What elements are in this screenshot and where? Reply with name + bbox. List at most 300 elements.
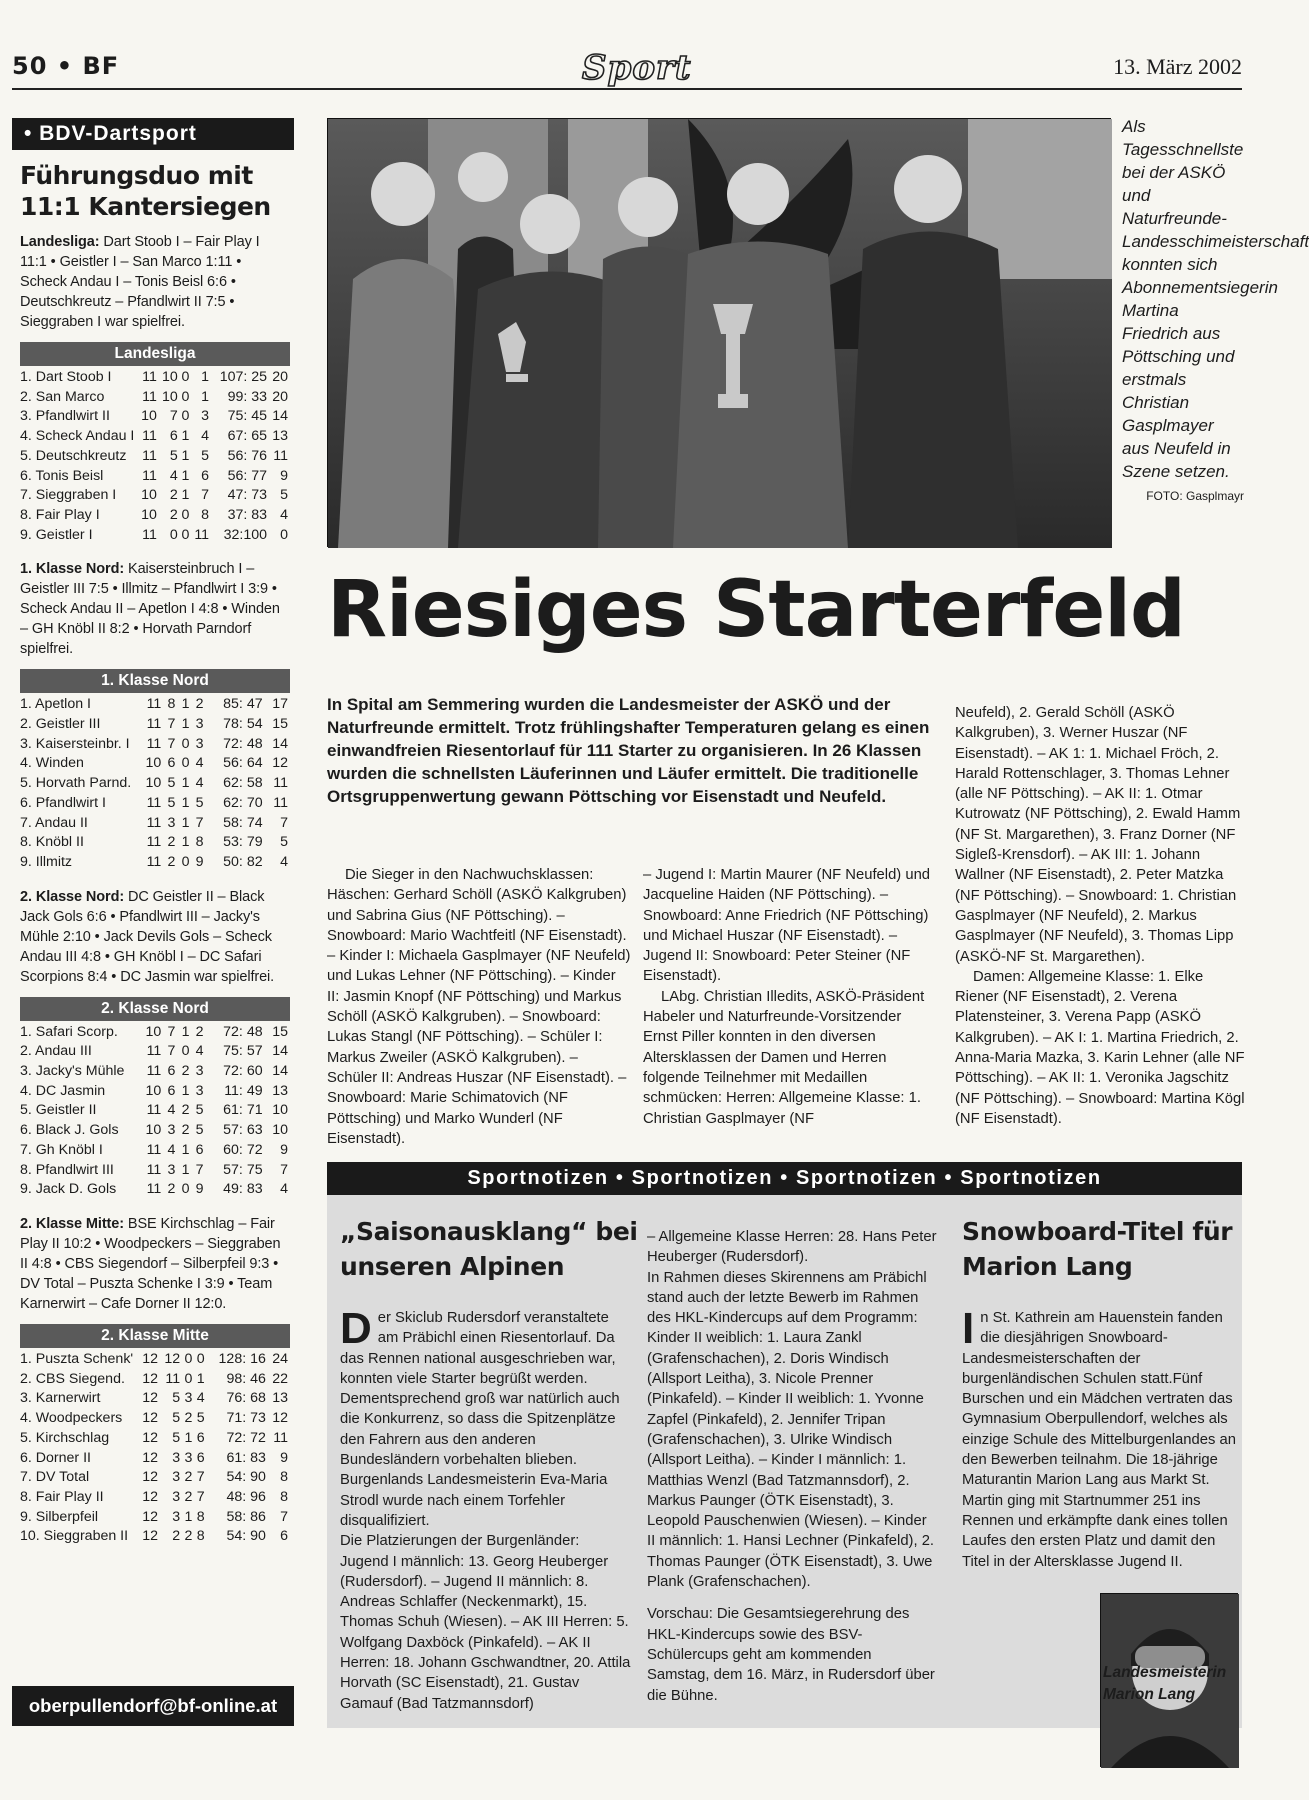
table-title-klasse-nord-2: 2. Klasse Nord bbox=[20, 997, 290, 1021]
stat-cell: 14 bbox=[272, 1063, 288, 1080]
stat-cell: 49: 83 bbox=[223, 1181, 263, 1198]
stat-cell: 11 bbox=[273, 1429, 288, 1446]
stat-cell: 1 bbox=[181, 716, 190, 733]
stat-cell: 4 bbox=[280, 506, 288, 523]
table-row bbox=[20, 853, 290, 873]
team-name: 4. Scheck Andau I bbox=[20, 428, 135, 445]
dartsport-headline: Führungsduo mit 11:1 Kantersiegen bbox=[20, 161, 271, 221]
stat-cell: 20 bbox=[272, 369, 288, 385]
stat-cell: 11 bbox=[146, 834, 162, 851]
stat-cell: 11 bbox=[273, 447, 288, 464]
table-row bbox=[20, 486, 290, 506]
stat-cell: 14 bbox=[272, 1043, 288, 1060]
team-name: 6. Pfandlwirt I bbox=[20, 794, 106, 811]
team-name: 7. Sieggraben I bbox=[20, 487, 117, 504]
snowboard-headline: Snowboard-Titel für Marion Lang bbox=[962, 1217, 1233, 1281]
stat-cell: 85: 47 bbox=[223, 696, 263, 713]
stat-cell: 3 bbox=[195, 1063, 204, 1080]
stat-cell: 9 bbox=[195, 853, 204, 870]
stat-cell: 10 bbox=[162, 388, 178, 405]
stat-cell: 20 bbox=[272, 388, 288, 405]
table-row bbox=[20, 814, 290, 834]
stat-cell: 10 bbox=[162, 369, 178, 385]
stat-cell: 12 bbox=[164, 1350, 181, 1367]
stat-cell: 4 bbox=[196, 1390, 205, 1407]
stat-cell: 22 bbox=[272, 1370, 288, 1387]
stat-cell: 0 bbox=[181, 388, 190, 405]
stat-cell: 7 bbox=[201, 487, 210, 504]
stat-cell: 48: 96 bbox=[226, 1488, 266, 1505]
stat-cell: 4 bbox=[195, 755, 204, 772]
stat-cell: 1 bbox=[181, 428, 190, 445]
stat-cell: 10 bbox=[145, 1023, 162, 1040]
stat-cell: 72: 48 bbox=[223, 735, 263, 752]
team-name: 6. Dorner II bbox=[20, 1449, 91, 1466]
stat-cell: 4 bbox=[167, 1141, 176, 1158]
stat-cell: 13 bbox=[272, 1390, 288, 1407]
stat-cell: 4 bbox=[280, 1181, 288, 1198]
stat-cell: 4 bbox=[195, 775, 204, 792]
stat-cell: 6 bbox=[195, 1141, 204, 1158]
alpin-headline: „Saisonausklang“ bei unseren Alpinen bbox=[340, 1217, 638, 1281]
stat-cell: 2 bbox=[184, 1469, 193, 1486]
stat-cell: 53: 79 bbox=[223, 834, 263, 851]
stat-cell: 12 bbox=[142, 1429, 159, 1446]
team-name: 5. Geistler II bbox=[20, 1102, 97, 1119]
stat-cell: 4 bbox=[280, 853, 288, 870]
stat-cell: 8 bbox=[201, 506, 210, 523]
team-name: 1. Safari Scorp. bbox=[20, 1023, 118, 1040]
table-row bbox=[20, 715, 290, 735]
stat-cell: 58: 86 bbox=[226, 1508, 266, 1525]
table-row bbox=[20, 1389, 290, 1409]
stat-cell: 1 bbox=[181, 1141, 190, 1158]
table-row bbox=[20, 1023, 290, 1043]
team-name: 8. Fair Play II bbox=[20, 1488, 104, 1505]
stat-cell: 11 bbox=[142, 467, 157, 484]
team-name: 1. Apetlon I bbox=[20, 696, 91, 713]
stat-cell: 10 bbox=[141, 487, 157, 504]
stat-cell: 5 bbox=[280, 834, 288, 851]
results-klasse-nord-2: 2. Klasse Nord: DC Geistler II – Black Jack Gols 6:6 • Pfandlwirt III – Jacky's Mühle 2:10 • Jack Devils Gols – Scheck Andau III 4:8 • GH Knöbl I – DC Safari Scorpions 8:4 • DC Jasmin war spielfrei. bbox=[20, 888, 275, 985]
team-name: 6. Tonis Beisl bbox=[20, 467, 104, 484]
stat-cell: 2 bbox=[167, 1181, 176, 1198]
table-row bbox=[20, 1042, 290, 1062]
stat-cell: 0 bbox=[181, 1043, 190, 1060]
table-row bbox=[20, 526, 290, 546]
stat-cell: 10 bbox=[145, 1122, 162, 1139]
stat-cell: 1 bbox=[181, 487, 190, 504]
stat-cell: 7 bbox=[196, 1488, 205, 1505]
stat-cell: 11 bbox=[146, 1161, 162, 1178]
stat-cell: 9 bbox=[195, 1181, 204, 1198]
stat-cell: 5 bbox=[172, 1429, 181, 1446]
stat-cell: 3 bbox=[167, 1161, 176, 1178]
stat-cell: 7 bbox=[196, 1469, 205, 1486]
stat-cell: 98: 46 bbox=[226, 1370, 266, 1387]
stat-cell: 11 bbox=[142, 388, 157, 405]
results-landesliga: Landesliga: Dart Stoob I – Fair Play I 11:1 • Geistler I – San Marco 1:11 • Scheck Andau I – Tonis Beisl 6:6 • Deutschkreutz – Pfandlwirt II 7:5 • Sieggraben I war spielfrei. bbox=[20, 234, 260, 330]
team-name: 9. Illmitz bbox=[20, 853, 73, 870]
stat-cell: 11: 49 bbox=[224, 1082, 263, 1099]
article-headline: Riesiges Starterfeld bbox=[327, 565, 1185, 655]
stat-cell: 1 bbox=[181, 1082, 190, 1099]
stat-cell: 2 bbox=[195, 696, 204, 713]
stat-cell: 56: 77 bbox=[227, 467, 268, 484]
stat-cell: 12 bbox=[272, 1410, 288, 1427]
stat-cell: 4 bbox=[201, 428, 210, 445]
stat-cell: 62: 58 bbox=[223, 775, 263, 792]
stat-cell: 11 bbox=[146, 853, 162, 870]
stat-cell: 5 bbox=[167, 775, 176, 792]
stat-cell: 9 bbox=[280, 1449, 288, 1466]
dartsport-column bbox=[12, 118, 294, 1744]
table-row bbox=[20, 506, 290, 526]
stat-cell: 78: 54 bbox=[223, 716, 263, 733]
stat-cell: 0 bbox=[280, 526, 288, 543]
stat-cell: 12 bbox=[142, 1390, 159, 1407]
stat-cell: 10 bbox=[141, 506, 157, 523]
table-row bbox=[20, 735, 290, 755]
stat-cell: 0 bbox=[181, 1181, 190, 1198]
dartsport-tag: • BDV-Dartsport bbox=[12, 118, 294, 150]
team-name: 3. Karnerwirt bbox=[20, 1390, 101, 1407]
stat-cell: 15 bbox=[272, 1023, 288, 1040]
stat-cell: 12 bbox=[142, 1410, 159, 1427]
table-row bbox=[20, 695, 290, 715]
stat-cell: 1 bbox=[196, 1370, 205, 1387]
team-name: 5. Deutschkreutz bbox=[20, 447, 127, 464]
stat-cell: 6 bbox=[196, 1429, 205, 1446]
stat-cell: 10 bbox=[145, 755, 162, 772]
table-row bbox=[20, 1350, 290, 1370]
team-name: 9. Jack D. Gols bbox=[20, 1181, 117, 1198]
table-row bbox=[20, 1468, 290, 1488]
team-name: 1. Dart Stoob I bbox=[20, 369, 112, 385]
stat-cell: 1 bbox=[181, 814, 190, 831]
stat-cell: 11 bbox=[142, 526, 157, 543]
table-row bbox=[20, 1062, 290, 1082]
stat-cell: 11 bbox=[273, 775, 288, 792]
table-row bbox=[20, 1161, 290, 1181]
stat-cell: 10 bbox=[272, 1122, 288, 1139]
stat-cell: 2 bbox=[167, 853, 176, 870]
page-number: 50 • BF bbox=[12, 52, 120, 80]
stat-cell: 8 bbox=[195, 834, 204, 851]
stat-cell: 57: 63 bbox=[223, 1122, 263, 1139]
stat-cell: 8 bbox=[280, 1469, 288, 1486]
team-name: 3. Jacky's Mühle bbox=[20, 1063, 125, 1080]
stat-cell: 4 bbox=[169, 467, 178, 484]
stat-cell: 12 bbox=[142, 1350, 159, 1367]
stat-cell: 2 bbox=[181, 1102, 190, 1119]
stat-cell: 107: 25 bbox=[219, 369, 268, 385]
stat-cell: 2 bbox=[167, 834, 176, 851]
stat-cell: 3 bbox=[184, 1390, 193, 1407]
issue-date: 13. März 2002 bbox=[1113, 54, 1242, 79]
stat-cell: 7 bbox=[195, 1161, 204, 1178]
stat-cell: 11 bbox=[165, 1370, 181, 1387]
alpin-column-2: – Allgemeine Klasse Herren: 28. Hans Peter Heuberger (Rudersdorf). In Rahmen dieses Skirennens am Präbichl stand auch der letzte Bewerb im Rahmen des HKL-Kindercups auf dem Programm: Kinder II weiblich: 1. Laura Zankl (Grafenschachen), 2. Doris Windisch (Allsport Leitha), 3. Nicole Prenner (Pinkafeld). – Kinder II weiblich: 1. Yvonne Zapfel (Pinkafeld), 2. Jennifer Tripan (Grafenschachen), 3. Ulrike Windisch (Allsport Leitha). – Kinder I männlich: 1. Matthias Wenzl (Bad Tatzmannsdorf), 2. Markus Paunger (ÖTK Eisenstadt), 3. Leopold Pauschenwien (Wiesen). – Kinder II männlich: 1. Hansi Lechner (Pinkafeld), 2. Thomas Paunger (ÖTK Eisenstadt), 3. Uwe Plank (Grafenschachen). Vorschau: Die Gesamtsiegerehrung des HKL-Kindercups sowie des BSV-Schülercups geht am kommenden Samstag, dem 16. März, in Rudersdorf über die Bühne. bbox=[647, 1229, 937, 1704]
stat-cell: 2 bbox=[181, 1063, 190, 1080]
stat-cell: 3 bbox=[167, 814, 176, 831]
stat-cell: 10 bbox=[145, 775, 162, 792]
standings-table bbox=[20, 368, 290, 545]
table-row bbox=[20, 833, 290, 853]
stat-cell: 72: 48 bbox=[223, 1023, 263, 1040]
stat-cell: 12 bbox=[142, 1469, 159, 1486]
stat-cell: 6 bbox=[280, 1528, 288, 1545]
stat-cell: 5 bbox=[196, 1410, 205, 1427]
stat-cell: 7 bbox=[167, 1043, 176, 1060]
table-title-klasse-nord-1: 1. Klasse Nord bbox=[20, 669, 290, 693]
table-row bbox=[20, 1141, 290, 1161]
stat-cell: 6 bbox=[167, 1063, 176, 1080]
stat-cell: 75: 45 bbox=[227, 408, 268, 425]
team-name: 3. Kaisersteinbr. I bbox=[20, 735, 130, 752]
table-row bbox=[20, 1121, 290, 1141]
team-name: 9. Geistler I bbox=[20, 526, 93, 543]
article-lead: In Spital am Semmering wurden die Landesmeister der ASKÖ und der Naturfreunde ermittelt. Trotz frühlingshafter Temperaturen gelang es einen einwandfreien Riesentorlauf für 111 Starter zu organisieren. In 26 Klassen wurden die schnellsten Läuferinnen und Läufer ermittelt. Die traditionelle Ortsgruppenwertung gewann Pöttsching vor Eisenstadt und Neufeld. bbox=[327, 695, 930, 806]
table-row bbox=[20, 1508, 290, 1528]
article-column-2: – Jugend I: Martin Maurer (NF Neufeld) und Jacqueline Haiden (NF Pöttsching). – Snowboard: Anne Friedrich (NF Pöttsching) und Michael Huszar (NF Eisenstadt). – Jugend II: Snowboard: Peter Steiner (NF Eisenstadt). LAbg. Christian Illedits, ASKÖ-Präsident Habeler und Naturfreunde-Vorsitzender Ernst Piller konnten in den diversen Altersklassen der Damen und Herren folgende Teilnehmer mit Medaillen schmücken: Herren: Allgemeine Klasse: 1. Christian Gasplmayer (NF bbox=[643, 867, 931, 1127]
section-title: Sport bbox=[582, 48, 692, 88]
stat-cell: 5 bbox=[195, 1122, 204, 1139]
page-header bbox=[12, 50, 1242, 90]
team-name: 7. DV Total bbox=[20, 1469, 90, 1486]
stat-cell: 4 bbox=[195, 1043, 204, 1060]
stat-cell: 5 bbox=[169, 447, 178, 464]
team-name: 8. Fair Play I bbox=[20, 506, 100, 523]
stat-cell: 14 bbox=[272, 735, 288, 752]
stat-cell: 0 bbox=[196, 1350, 205, 1367]
team-photo bbox=[327, 118, 1111, 547]
stat-cell: 3 bbox=[195, 1082, 204, 1099]
stat-cell: 5 bbox=[172, 1390, 181, 1407]
stat-cell: 0 bbox=[181, 526, 190, 543]
team-name: 10. Sieggraben II bbox=[20, 1528, 129, 1545]
stat-cell: 1 bbox=[184, 1508, 193, 1525]
team-name: 4. Winden bbox=[20, 755, 84, 772]
table-row bbox=[20, 1429, 290, 1449]
team-name: 7. Andau II bbox=[20, 814, 88, 831]
stat-cell: 12 bbox=[142, 1508, 159, 1525]
stat-cell: 11 bbox=[146, 814, 162, 831]
stat-cell: 0 bbox=[184, 1370, 193, 1387]
stat-cell: 1 bbox=[201, 388, 210, 405]
alpin-dropcap: D bbox=[340, 1304, 372, 1353]
stat-cell: 2 bbox=[172, 1528, 181, 1545]
team-name: 4. DC Jasmin bbox=[20, 1082, 106, 1099]
stat-cell: 1 bbox=[181, 1023, 190, 1040]
stat-cell: 5 bbox=[201, 447, 210, 464]
stat-cell: 2 bbox=[169, 487, 178, 504]
team-name: 7. Gh Knöbl I bbox=[20, 1141, 103, 1158]
stat-cell: 11 bbox=[142, 447, 157, 464]
stat-cell: 24 bbox=[272, 1350, 288, 1367]
stat-cell: 10 bbox=[272, 1102, 288, 1119]
stat-cell: 0 bbox=[181, 853, 190, 870]
standings-table bbox=[20, 1023, 290, 1200]
stat-cell: 11 bbox=[146, 1063, 162, 1080]
stat-cell: 3 bbox=[167, 1122, 176, 1139]
stat-cell: 11 bbox=[142, 428, 157, 445]
stat-cell: 61: 71 bbox=[223, 1102, 263, 1119]
stat-cell: 13 bbox=[272, 428, 288, 445]
stat-cell: 32:100 bbox=[223, 526, 268, 543]
standings-table bbox=[20, 695, 290, 872]
stat-cell: 11 bbox=[146, 735, 162, 752]
stat-cell: 1 bbox=[181, 447, 190, 464]
sportnotizen-banner: Sportnotizen • Sportnotizen • Sportnotizen • Sportnotizen bbox=[327, 1162, 1242, 1195]
stat-cell: 5 bbox=[167, 794, 176, 811]
stat-cell: 2 bbox=[184, 1410, 193, 1427]
table-row bbox=[20, 1527, 290, 1547]
table-row bbox=[20, 1370, 290, 1390]
table-title-landesliga: Landesliga bbox=[20, 342, 290, 366]
stat-cell: 8 bbox=[196, 1528, 205, 1545]
stat-cell: 7 bbox=[167, 716, 176, 733]
stat-cell: 8 bbox=[196, 1508, 205, 1525]
stat-cell: 5 bbox=[195, 794, 204, 811]
stat-cell: 2 bbox=[181, 1122, 190, 1139]
article-column-1: Die Sieger in den Nachwuchsklassen: Häschen: Gerhard Schöll (ASKÖ Kalkgruben) und Sabrina Gius (NF Pöttsching). – Snowboard: Mario Wachtfeitl (NF Eisenstadt). – Kinder I: Michaela Gasplmayer (NF Neufeld) und Lukas Lehner (NF Pöttsching). – Kinder II: Jasmin Knopf (NF Pöttsching) und Markus Schöll (ASKÖ Kalkgruben). – Snowboard: Lukas Stangl (NF Pöttsching). – Schüler I: Markus Zweiler (ASKÖ Kalkgruben). – Schüler II: Andreas Huszar (NF Eisenstadt). – Snowboard: Marie Schimatovich (NF Pöttsching) und Marko Wunderl (NF Eisenstadt). bbox=[327, 867, 631, 1147]
stat-cell: 3 bbox=[201, 408, 210, 425]
stat-cell: 76: 68 bbox=[226, 1390, 266, 1407]
table-row bbox=[20, 467, 290, 487]
standings-table bbox=[20, 1350, 290, 1547]
stat-cell: 56: 76 bbox=[227, 447, 268, 464]
stat-cell: 60: 72 bbox=[223, 1141, 263, 1158]
stat-cell: 58: 74 bbox=[223, 814, 263, 831]
stat-cell: 1 bbox=[181, 696, 190, 713]
stat-cell: 3 bbox=[184, 1449, 193, 1466]
team-name: 2. CBS Siegend. bbox=[20, 1370, 125, 1387]
contact-email[interactable]: oberpullendorf@bf-online.at bbox=[12, 1686, 294, 1726]
stat-cell: 0 bbox=[184, 1350, 193, 1367]
stat-cell: 6 bbox=[167, 755, 176, 772]
stat-cell: 0 bbox=[169, 526, 178, 543]
table-row bbox=[20, 774, 290, 794]
stat-cell: 11 bbox=[273, 794, 288, 811]
table-row bbox=[20, 1409, 290, 1429]
stat-cell: 7 bbox=[195, 814, 204, 831]
photo-caption: Als Tagesschnellste bei der ASKÖ und Naturfreunde-Landesschimeisterschaft konnten sich Abonnementsiegerin Martina Friedrich aus Pöttsching und erstmals Christian Gasplmayer aus Neufeld in Szene setzen. FOTO: Gasplmayr bbox=[1122, 115, 1244, 508]
table-row bbox=[20, 1180, 290, 1200]
article-column-3: Neufeld), 2. Gerald Schöll (ASKÖ Kalkgruben), 3. Werner Huszar (NF Eisenstadt). – AK 1: 1. Michael Fröch, 2. Harald Rottenschlager, 3. Thomas Lehner (alle NF Pöttsching). – AK II: 1. Otmar Kutrowatz (NF Pöttsching), 2. Ewald Hamm (NF St. Margarethen), 3. Franz Dorner (NF Sigleß-Krensdorf). – AK III: 1. Johann Wallner (NF Eisenstadt), 2. Peter Matzka (NF Pöttsching). – Snowboard: 1. Christian Gasplmayer (NF Neufeld), 2. Markus Gasplmayer (NF Neufeld), 3. Thomas Lipp (ASKÖ-NF St. Margarethen). Damen: Allgemeine Klasse: 1. Elke Riener (NF Eisenstadt), 2. Verena Platensteiner, 3. Verena Papp (ASKÖ Kalkgruben). – AK I: 1. Martina Friedrich, 2. Anna-Maria Mazka, 3. Karin Lehner (alle NF Pöttsching). – AK II: 1. Veronika Jagschitz (NF Pöttsching). – Snowboard: Martina Kögl (NF Eisenstadt). bbox=[955, 705, 1245, 1127]
stat-cell: 4 bbox=[167, 1102, 176, 1119]
table-row bbox=[20, 794, 290, 814]
stat-cell: 0 bbox=[181, 408, 190, 425]
stat-cell: 2 bbox=[169, 506, 178, 523]
team-name: 8. Knöbl II bbox=[20, 834, 84, 851]
stat-cell: 13 bbox=[272, 1082, 288, 1099]
stat-cell: 0 bbox=[181, 735, 190, 752]
team-name: 2. Andau III bbox=[20, 1043, 92, 1060]
stat-cell: 6 bbox=[169, 428, 178, 445]
stat-cell: 1 bbox=[181, 834, 190, 851]
stat-cell: 11 bbox=[146, 1181, 162, 1198]
table-row bbox=[20, 447, 290, 467]
stat-cell: 1 bbox=[181, 1161, 190, 1178]
stat-cell: 12 bbox=[142, 1488, 159, 1505]
team-name: 1. Puszta Schenk' bbox=[20, 1350, 134, 1367]
stat-cell: 12 bbox=[142, 1449, 159, 1466]
stat-cell: 2 bbox=[184, 1528, 193, 1545]
stat-cell: 72: 72 bbox=[226, 1429, 266, 1446]
stat-cell: 56: 64 bbox=[223, 755, 263, 772]
stat-cell: 7 bbox=[167, 1023, 176, 1040]
stat-cell: 11 bbox=[146, 794, 162, 811]
stat-cell: 54: 90 bbox=[226, 1528, 266, 1545]
stat-cell: 75: 57 bbox=[223, 1043, 263, 1060]
stat-cell: 8 bbox=[280, 1488, 288, 1505]
stat-cell: 5 bbox=[172, 1410, 181, 1427]
stat-cell: 8 bbox=[167, 696, 176, 713]
stat-cell: 10 bbox=[145, 1082, 162, 1099]
stat-cell: 7 bbox=[280, 1161, 288, 1178]
stat-cell: 5 bbox=[195, 1102, 204, 1119]
stat-cell: 11 bbox=[146, 696, 162, 713]
table-row bbox=[20, 1488, 290, 1508]
stat-cell: 11 bbox=[194, 526, 210, 543]
team-name: 5. Horvath Parnd. bbox=[20, 775, 132, 792]
stat-cell: 5 bbox=[280, 487, 288, 504]
stat-cell: 3 bbox=[195, 716, 204, 733]
table-row bbox=[20, 407, 290, 427]
team-name: 4. Woodpeckers bbox=[20, 1410, 123, 1427]
stat-cell: 0 bbox=[181, 755, 190, 772]
stat-cell: 2 bbox=[195, 1023, 204, 1040]
stat-cell: 62: 70 bbox=[223, 794, 263, 811]
stat-cell: 14 bbox=[272, 408, 288, 425]
team-photo-illustration bbox=[328, 119, 1112, 548]
stat-cell: 0 bbox=[181, 369, 190, 385]
stat-cell: 61: 83 bbox=[226, 1449, 266, 1466]
stat-cell: 12 bbox=[272, 755, 288, 772]
stat-cell: 1 bbox=[181, 775, 190, 792]
snowboard-dropcap: I bbox=[962, 1304, 975, 1353]
team-name: 5. Kirchschlag bbox=[20, 1429, 110, 1446]
table-row bbox=[20, 427, 290, 447]
stat-cell: 6 bbox=[167, 1082, 176, 1099]
team-name: 2. Geistler III bbox=[20, 716, 101, 733]
stat-cell: 17 bbox=[272, 696, 288, 713]
stat-cell: 72: 60 bbox=[223, 1063, 263, 1080]
stat-cell: 12 bbox=[142, 1370, 159, 1387]
stat-cell: 10 bbox=[141, 408, 157, 425]
stat-cell: 0 bbox=[181, 506, 190, 523]
table-title-klasse-mitte-2: 2. Klasse Mitte bbox=[20, 1324, 290, 1348]
stat-cell: 37: 83 bbox=[227, 506, 268, 523]
stat-cell: 7 bbox=[280, 814, 288, 831]
team-name: 9. Silberpfeil bbox=[20, 1508, 99, 1525]
stat-cell: 1 bbox=[201, 369, 210, 385]
stat-cell: 6 bbox=[196, 1449, 205, 1466]
stat-cell: 71: 73 bbox=[226, 1410, 266, 1427]
table-row bbox=[20, 1101, 290, 1121]
team-name: 3. Pfandlwirt II bbox=[20, 408, 110, 425]
stat-cell: 11 bbox=[146, 1102, 162, 1119]
stat-cell: 67: 65 bbox=[227, 428, 268, 445]
alpin-column-1: Der Skiclub Rudersdorf veranstaltete am Präbichl einen Riesentorlauf. Da das Rennen national ausgeschrieben war, konnten viele Starter begrüßt werden. Dementsprechend groß war natürlich auch die Konkurrenz, so dass die Spitzenplätze den Fahrern aus den anderen Bundesländern vorbehalten blieben. Burgenlands Landesmeisterin Eva-Maria Strodl wurde nach einem Torfehler disqualifiziert. Die Platzierungen der Burgenländer: Jugend I männlich: 13. Georg Heuberger (Rudersdorf). – Jugend II männlich: 8. Andreas Schlaffer (Neckenmarkt), 15. Thomas Schuh (Wiesen). – AK III Herren: 5. Wolfgang Daxböck (Pinkafeld). – AK II Herren: 18. Johann Gschwandtner, 20. Attila Horvath (SC Eisenstadt), 21. Gustav Gamauf (Bad Tatzmannsdorf) bbox=[340, 1304, 631, 1712]
stat-cell: 11 bbox=[146, 716, 162, 733]
stat-cell: 99: 33 bbox=[227, 388, 268, 405]
team-name: 2. San Marco bbox=[20, 388, 105, 405]
stat-cell: 3 bbox=[172, 1508, 181, 1525]
stat-cell: 3 bbox=[195, 735, 204, 752]
portrait-caption: Landesmeisterin Marion Lang bbox=[1103, 1664, 1227, 1703]
